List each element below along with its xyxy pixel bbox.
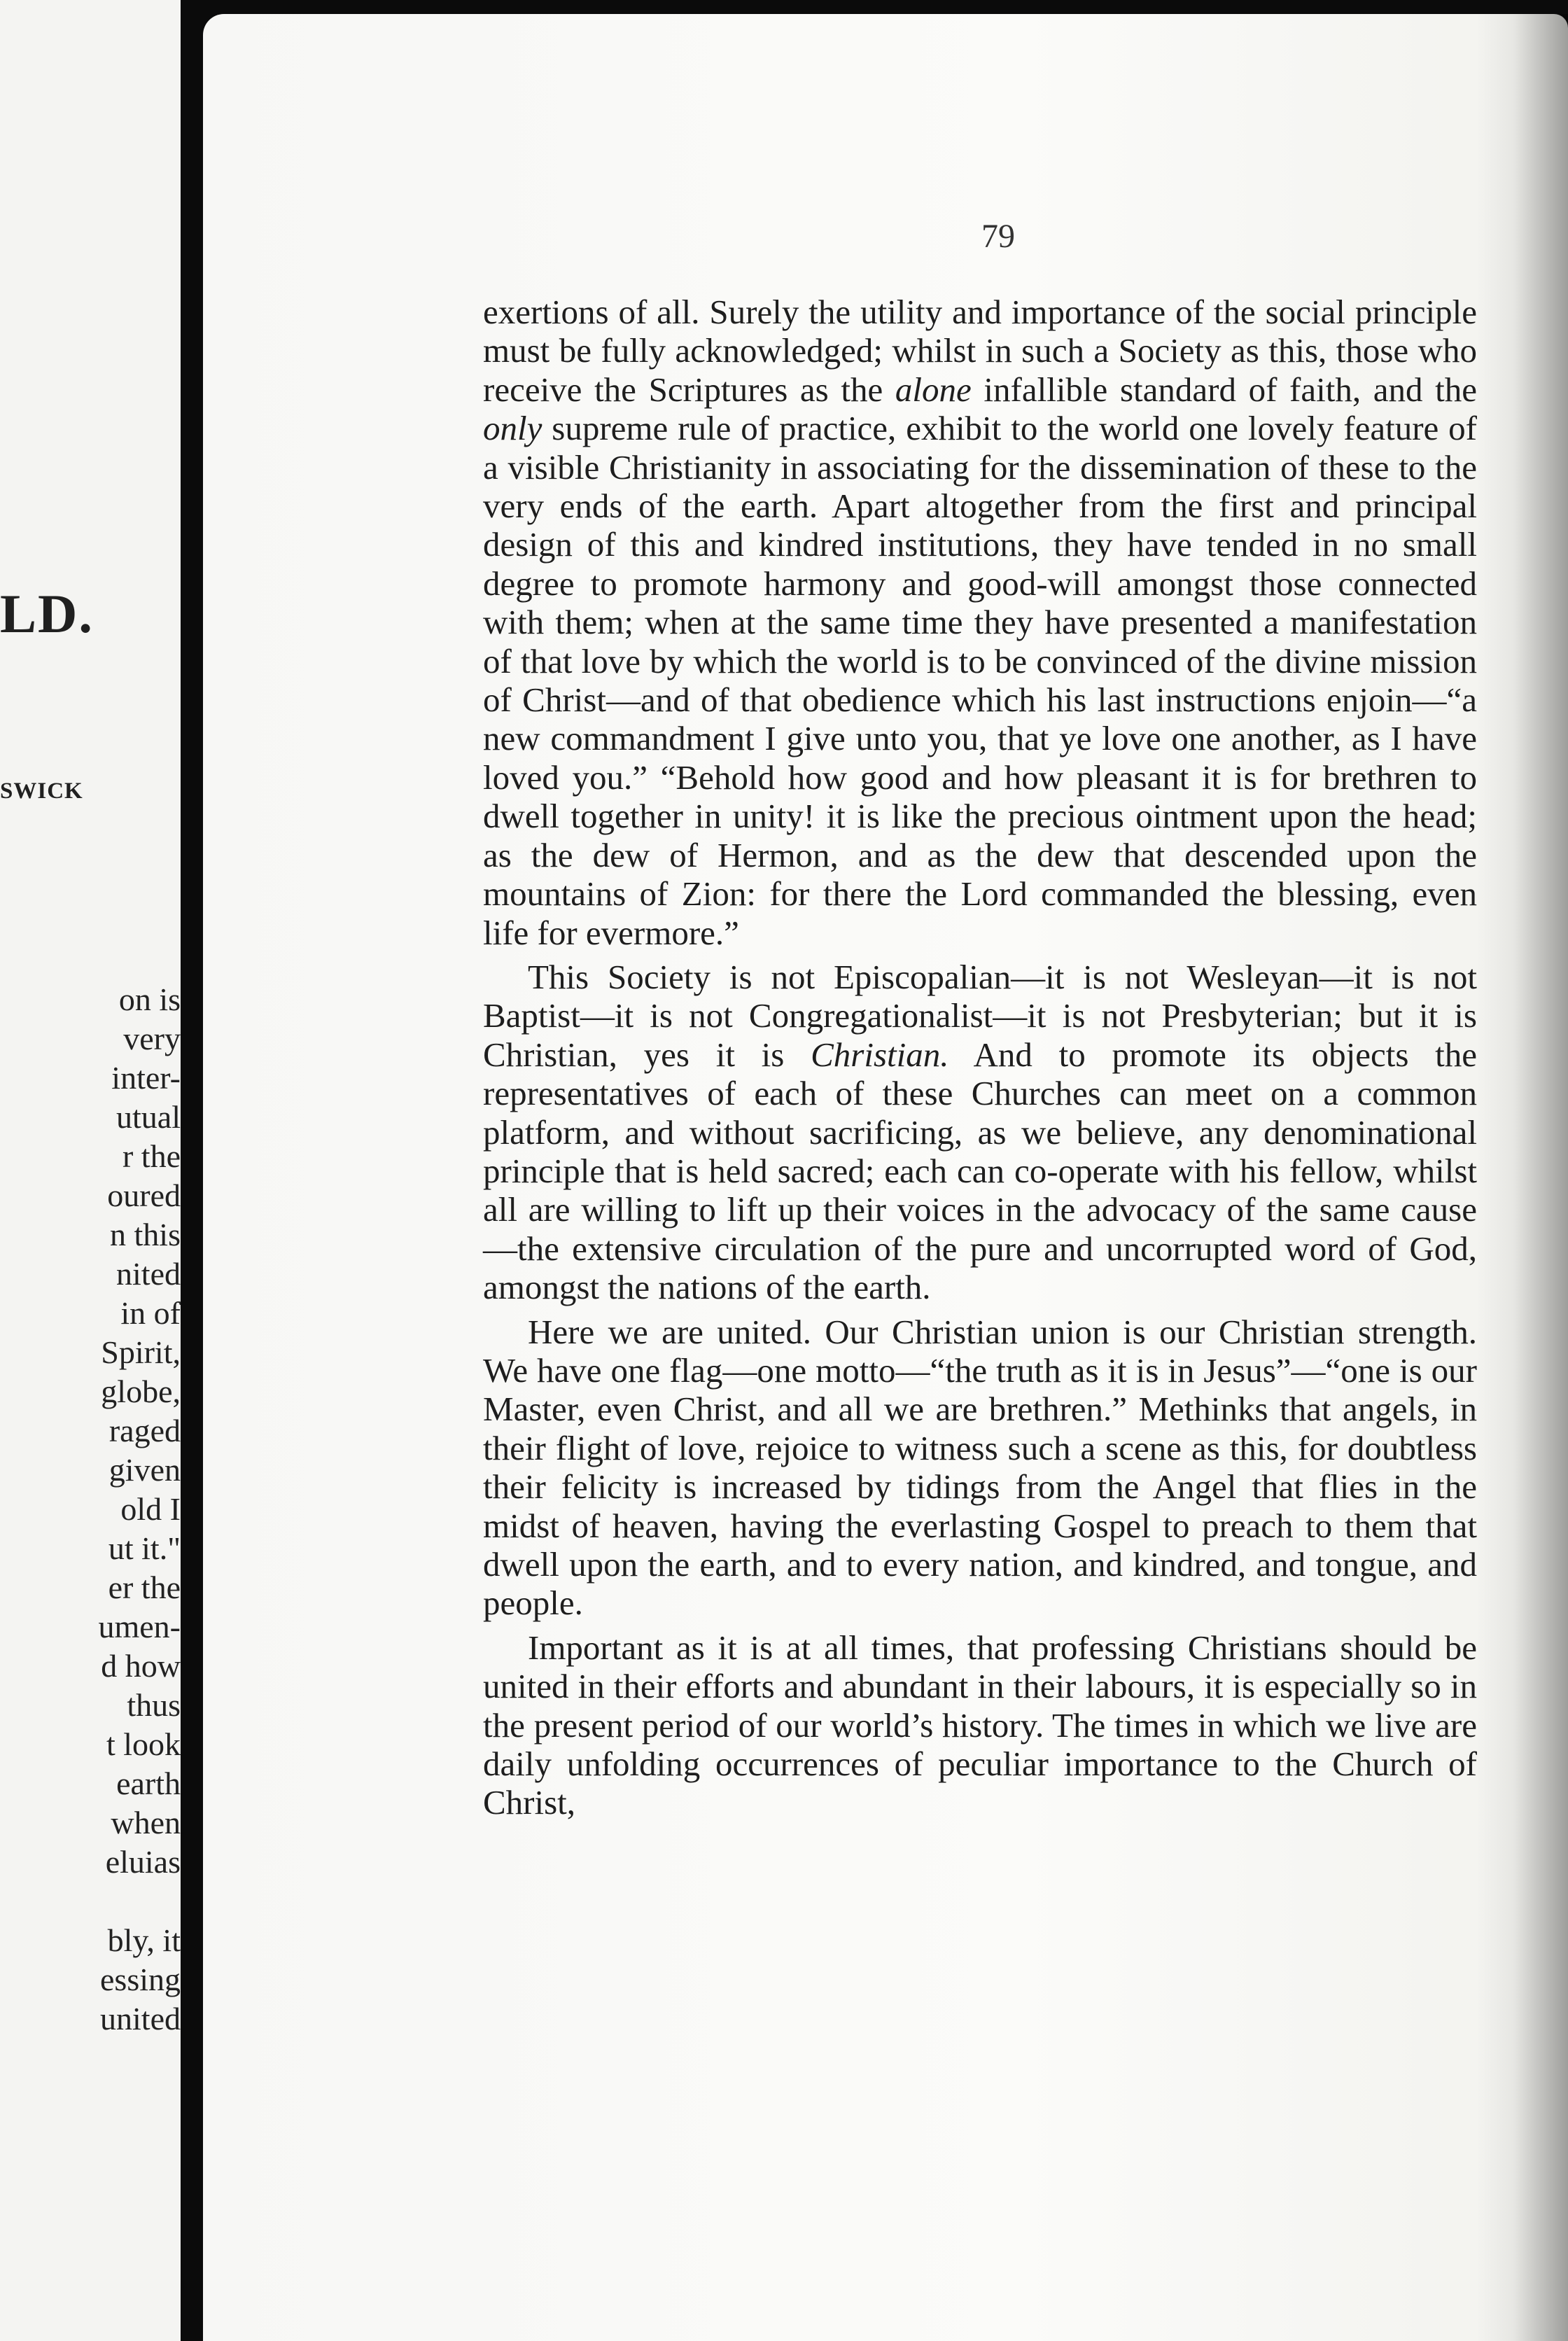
text-run: exertions of all. Surely the utility and importance of the social principle must be fully acknowledged; whilst in such a Society as this, those who receive the Scriptures as the <box>483 293 1477 409</box>
text-run: supreme rule of practice, exhibit to the world one lovely feature of a visible Christianity in associating for the dissemination of these to the very ends of the earth. Apart altogether from the first and principal design of this and kindred institutions, they have tended in no small degree to promote harmony and good-will amongst those connected with them; when at the same time they have presented a manifestation of that love by which the world is to be convinced of the divine mission of Christ—and of that obedience which his last instructions enjoin—“a new commandment I give unto you, that ye love one another, as I have loved you.” “Behold how good and how pleasant it is for brethren to dwell together in unity! it is like the precious ointment upon the head; as the dew of Hermon, and as the dew that descended upon the mountains of Zion: for there the Lord commanded the blessing, even life for evermore.” <box>483 409 1477 952</box>
paragraph <box>483 958 1477 1307</box>
left-line-fragment: nited <box>116 1256 181 1292</box>
left-line-fragment: old I <box>120 1491 181 1527</box>
left-line-fragment: r the <box>122 1138 181 1174</box>
left-line-fragment: eluias <box>105 1844 181 1880</box>
left-line-fragment: earth <box>116 1766 181 1801</box>
right-page <box>203 14 1568 2341</box>
text-run: Here we are united. Our Christian union is our Christian strength. We have one flag—one motto—“the truth as it is in Jesus”—“one is our Master, even Christ, and all we are brethren.” Methinks that angels, in their flight of love, rejoice to witness such a scene as this, for doubtless their felicity is increased by tidings from the Angel that flies in the midst of heaven, having the everlasting Gospel to preach to them that dwell upon the earth, and to every nation, and kindred, and tongue, and people. <box>483 1312 1477 1623</box>
left-heading-fragment: LD. <box>0 583 94 644</box>
left-line-fragment: given <box>108 1452 181 1488</box>
text-run: And to promote its objects the representatives of each of these Churches can meet on a common platform, and without sacrificing, as we believe, any denominational principle that is held sacred; each can co-operate with his fellow, whilst all are willing to lift up their voices in the advocacy of the same cause—the extensive circulation of the pure and uncorrupted word of God, amongst the nations of the earth. <box>483 1035 1477 1307</box>
left-line-fragment: t look <box>106 1726 181 1762</box>
italic-text: only <box>483 409 542 448</box>
left-text-fragments <box>98 980 181 2039</box>
left-line-fragment: globe, <box>101 1374 181 1409</box>
left-line-fragment: bly, it <box>107 1922 181 1958</box>
left-line-fragment: Spirit, <box>101 1334 181 1370</box>
text-run: This Society is not Episcopalian—it is not Wesleyan—it is not Baptist—it is not Congregationalist—it is not Presbyterian; but it is Christian, yes it is <box>483 957 1477 1074</box>
left-line-fragment: united <box>100 2001 181 2036</box>
left-line-fragment: er the <box>108 1570 181 1605</box>
page-edge-shadow <box>1477 14 1568 2341</box>
paragraph <box>483 1628 1477 1822</box>
body-text <box>483 293 1477 1822</box>
left-line-fragment: very <box>123 1021 181 1056</box>
left-subheading-fragment: SWICK <box>0 778 83 804</box>
italic-text: Christian. <box>811 1035 949 1074</box>
left-line-fragment: essing <box>100 1962 181 1997</box>
page-number: 79 <box>981 218 1015 255</box>
left-line-fragment: utual <box>116 1099 181 1135</box>
left-line-fragment: inter- <box>111 1060 181 1096</box>
left-line-fragment <box>98 1882 181 1921</box>
left-line-fragment: oured <box>107 1178 181 1213</box>
text-run: Important as it is at all times, that professing Christians should be united in their efforts and abundant in their labours, it is especially so in the present period of our world’s history. The times in which we live are daily unfolding occurrences of peculiar importance to the Church of Christ, <box>483 1628 1477 1822</box>
left-line-fragment: thus <box>127 1687 181 1723</box>
left-line-fragment: on is <box>118 981 181 1017</box>
left-line-fragment: when <box>111 1805 181 1840</box>
left-line-fragment: d how <box>101 1648 181 1684</box>
left-line-fragment: n this <box>110 1217 181 1252</box>
left-line-fragment: ut it." <box>108 1530 181 1566</box>
left-line-fragment: umen- <box>98 1609 181 1644</box>
left-line-fragment: in of <box>120 1295 181 1331</box>
left-facing-page <box>0 0 181 2341</box>
left-line-fragment: raged <box>108 1413 181 1448</box>
text-run: infallible standard of faith, and the <box>971 370 1477 409</box>
italic-text: alone <box>895 370 972 409</box>
paragraph <box>483 1313 1477 1623</box>
paragraph <box>483 293 1477 952</box>
